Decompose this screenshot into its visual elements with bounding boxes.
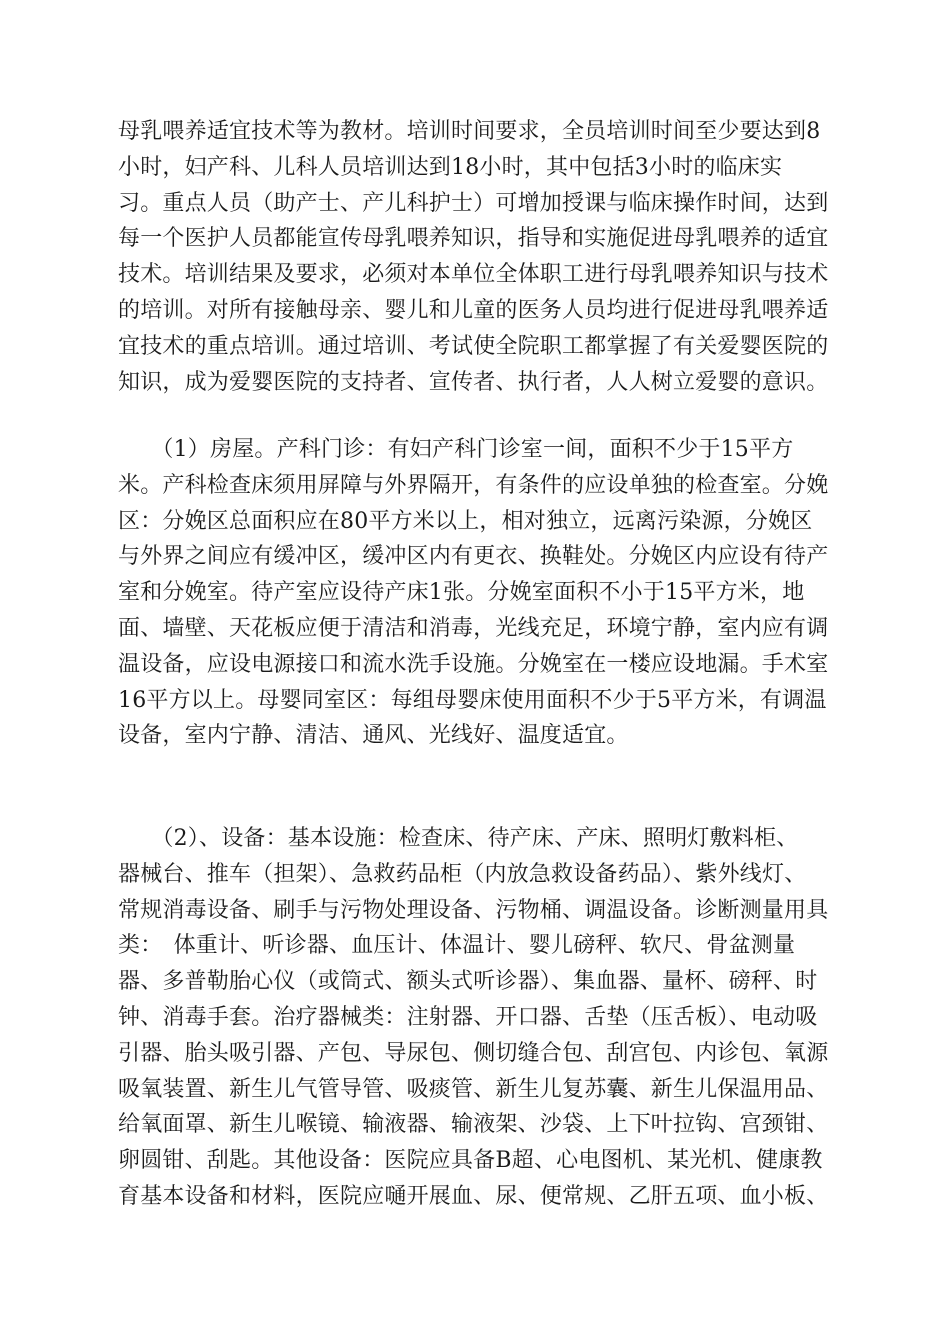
- text-line: 器、多普勒胎心仪（或筒式、额头式听诊器）、集血器、量杯、磅秤、时: [118, 969, 818, 995]
- text-line: 宜技术的重点培训。通过培训、考试使全院职工都掌握了有关爱婴医院的: [118, 333, 829, 359]
- text-line: （1）房屋。产科门诊：有妇产科门诊室一间，面积不少于15平方: [118, 437, 794, 462]
- paragraph-housing: [118, 432, 838, 754]
- text-line: 每一个医护人员都能宣传母乳喂养知识，指导和实施促进母乳喂养的适宜: [118, 226, 829, 252]
- text-line: 米。产科检查床须用屏障与外界隔开，有条件的应设单独的检查室。分娩: [118, 472, 829, 498]
- text-line: 习。重点人员（助产士、产儿科护士）可增加授课与临床操作时间，达到: [118, 190, 829, 216]
- text-line: 器械台、推车（担架）、急救药品柜（内放急救设备药品）、紫外线灯、: [118, 861, 807, 887]
- text-line: （2）、设备：基本设施：检查床、待产床、产床、照明灯敷料柜、: [118, 826, 799, 851]
- text-line: 母乳喂养适宜技术等为教材。培训时间要求，全员培训时间至少要达到8: [118, 119, 821, 144]
- text-line: 引器、胎头吸引器、产包、导尿包、侧切缝合包、刮宫包、内诊包、氧源: [118, 1040, 829, 1066]
- text-line: 小时，妇产科、儿科人员培训达到18小时，其中包括3小时的临床实: [118, 154, 783, 180]
- text-line: 常规消毒设备、刷手与污物处理设备、污物桶、调温设备。诊断测量用具: [118, 897, 829, 923]
- text-line: 温设备，应设电源接口和流水洗手设施。分娩室在一楼应设地漏。手术室: [118, 651, 829, 677]
- text-line: 区：分娩区总面积应在80平方米以上，相对独立，远离污染源，分娩区: [118, 508, 813, 534]
- text-line: 16平方以上。母婴同室区：每组母婴床使用面积不少于5平方米，有调温: [118, 687, 827, 713]
- text-line: 给氧面罩、新生儿喉镜、输液器、输液架、沙袋、上下叶拉钩、宫颈钳、: [118, 1112, 829, 1138]
- text-line: 知识，成为爱婴医院的支持者、宣传者、执行者，人人树立爱婴的意识。: [118, 369, 829, 395]
- text-line: 类： 体重计、听诊器、血压计、体温计、婴儿磅秤、软尺、骨盆测量: [118, 933, 796, 959]
- text-line: 的培训。对所有接触母亲、婴儿和儿童的医务人员均进行促进母乳喂养适: [118, 297, 829, 323]
- text-line: 吸氧装置、新生儿气管导管、吸痰管、新生儿复苏囊、新生儿保温用品、: [118, 1076, 829, 1102]
- text-line: 卵圆钳、刮匙。其他设备：医院应具备B超、心电图机、某光机、健康教: [118, 1148, 823, 1174]
- text-line: 钟、消毒手套。治疗器械类：注射器、开口器、舌垫（压舌板）、电动吸: [118, 1004, 818, 1030]
- paragraph-training: [118, 114, 838, 400]
- text-line: 室和分娩室。待产室应设待产床1张。分娩室面积不小于15平方米，地: [118, 580, 805, 606]
- paragraph-equipment: [118, 821, 838, 1215]
- text-line: 育基本设备和材料，医院应嗵开展血、尿、便常规、乙肝五项、血小板、: [118, 1183, 829, 1209]
- text-line: 与外界之间应有缓冲区，缓冲区内有更衣、换鞋处。分娩区内应设有待产: [118, 544, 829, 570]
- text-line: 技术。培训结果及要求，必须对本单位全体职工进行母乳喂养知识与技术: [118, 262, 829, 288]
- text-line: 面、墙壁、天花板应便于清洁和消毒，光线充足，环境宁静，室内应有调: [118, 615, 829, 641]
- text-line: 设备，室内宁静、清洁、通风、光线好、温度适宜。: [118, 723, 629, 749]
